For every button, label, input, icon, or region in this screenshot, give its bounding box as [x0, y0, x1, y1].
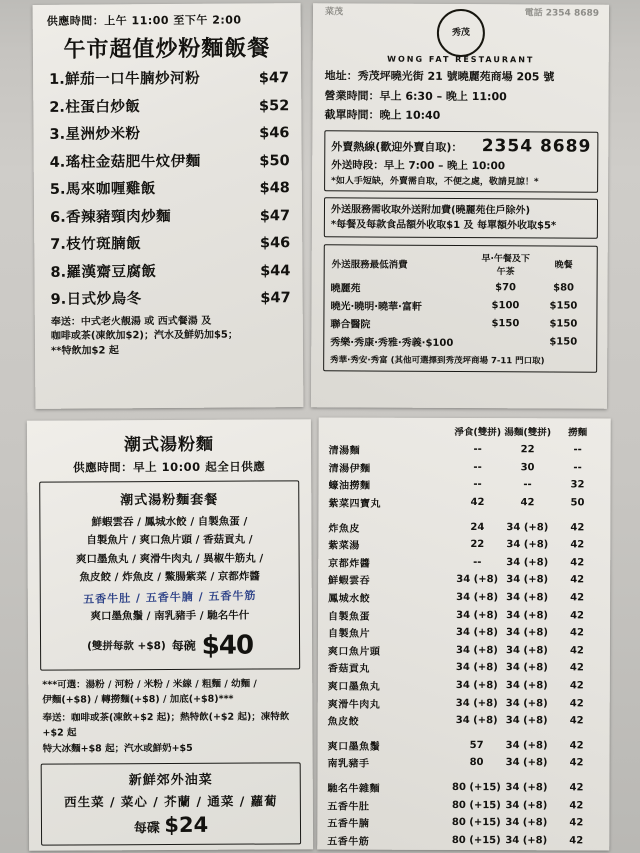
area-name: 聯合醫院	[330, 319, 371, 331]
row-name: 馳名牛雜麵	[327, 783, 380, 795]
restaurant-logo	[433, 10, 489, 56]
price-dinner: $150	[549, 318, 578, 330]
price-soup: 34 (+8)	[505, 644, 548, 657]
price-plain: 80 (+15)	[451, 799, 501, 811]
price-soup: 34 (+8)	[505, 757, 548, 769]
price-daytime: $70	[495, 282, 517, 294]
set-item-line: 爽口墨魚鬚 / 南乳豬手 / 馳名牛什	[90, 609, 250, 622]
row-name: 蠔油撈麵	[328, 481, 371, 493]
price-soup: 34 (+8)	[506, 574, 549, 586]
price-tossed: 42	[570, 557, 585, 569]
list-item	[50, 149, 290, 172]
item-price: $50	[259, 152, 290, 169]
lunch-hours: 供應時間：上午 11:00 至下午 2:00	[46, 13, 242, 28]
noodle-title: 潮式湯粉麵	[123, 434, 215, 456]
table-row	[326, 493, 602, 512]
table-row	[327, 441, 603, 460]
row-name: 五香牛腩	[327, 818, 370, 830]
price-plain: --	[473, 479, 482, 491]
delivery-note: *如人手短缺，外賣需自取，不便之處，敬請見諒！*	[331, 176, 539, 188]
item-number: 6.	[50, 209, 66, 226]
item-number: 5.	[49, 181, 66, 198]
price-tossed: 32	[570, 479, 585, 491]
item-number: 9.	[50, 291, 67, 308]
table-row	[326, 711, 602, 730]
table-row	[326, 736, 602, 755]
business-hours-line: 營業時間：早上 6:30 – 晚上 11:00	[324, 88, 507, 103]
vegetable-box	[41, 762, 301, 845]
price-tossed: 42	[570, 610, 585, 622]
row-name: 爽口魚片頭	[327, 646, 381, 658]
price-plain: --	[473, 444, 482, 456]
option-line: 特大冰麵+$8 起；汽水或鮮奶+$5	[42, 742, 193, 755]
row-name: 五香牛肚	[327, 801, 370, 813]
row-name: 自製魚蛋	[328, 611, 371, 623]
table-row	[327, 458, 603, 477]
item-price: $46	[259, 125, 290, 142]
table-row	[325, 813, 601, 832]
item-name: 馬來咖喱雞飯	[65, 181, 156, 198]
price-plain: 34 (+8)	[456, 592, 499, 604]
table-row	[330, 332, 592, 351]
price-soup: 34 (+8)	[505, 739, 548, 752]
table-row	[330, 314, 592, 333]
price-soup: 34 (+8)	[506, 627, 548, 639]
item-number: 4.	[49, 154, 66, 171]
price-plain: 34 (+8)	[455, 662, 498, 674]
option-line: 伊麵(+$8) / 轉撈麵(+$8) / 加底(+$8)***	[42, 693, 234, 706]
col-header-tossed: 撈麵	[568, 427, 588, 439]
address-line: 地址：秀茂坪曉光街 21 號曉麗苑商場 205 號	[324, 69, 555, 84]
list-item	[50, 231, 290, 254]
price-tossed: 42	[570, 539, 585, 551]
item-price: $46	[259, 235, 291, 252]
table-row	[331, 278, 593, 297]
noodle-price-table-wrap	[317, 417, 611, 849]
price-soup: 34 (+8)	[505, 662, 548, 674]
list-item	[50, 176, 290, 199]
list-item	[50, 204, 290, 227]
table-row	[326, 588, 602, 607]
fee-line-1: 外送服務需收取外送附加費(曉麗苑住戶除外)	[330, 204, 531, 217]
row-name: 爽口墨魚丸	[327, 681, 381, 693]
set-price-row	[47, 630, 293, 661]
price-soup: 22	[520, 444, 535, 456]
item-name: 鮮茄一口牛腩炒河粉	[65, 70, 201, 88]
minimum-charge-table	[323, 244, 598, 372]
ghost-text-right: 電話 2354 8689	[524, 8, 600, 19]
takeaway-hotline-box	[324, 130, 598, 192]
vegetable-price-label: 每碟	[133, 820, 160, 837]
set-meal-box	[39, 480, 300, 670]
area-name: 曉光·曉明·曉華·富軒	[330, 301, 422, 314]
item-name: 瑤柱金菇肥牛炆伊麵	[65, 153, 201, 171]
area-name: 曉麗苑	[330, 283, 361, 295]
item-name: 柱蛋白炒飯	[65, 98, 141, 116]
item-number: 7.	[50, 236, 66, 253]
table-row	[326, 535, 602, 554]
item-number: 8.	[50, 264, 67, 281]
item-number: 2.	[49, 99, 65, 116]
noodle-price-table	[325, 424, 602, 850]
col-header-dinner: 晚餐	[554, 260, 573, 271]
vegetable-title: 新鮮郊外油菜	[128, 772, 213, 789]
row-name: 紫菜湯	[328, 540, 360, 552]
row-name: 炸魚皮	[328, 523, 360, 535]
row-name: 鳳城水餃	[328, 593, 371, 605]
price-plain: 34 (+8)	[455, 679, 498, 692]
price-plain: 22	[470, 539, 485, 551]
price-dinner: $150	[549, 336, 578, 348]
table-row	[326, 476, 602, 495]
set-meal-title: 潮式湯粉麵套餐	[120, 492, 219, 509]
col-header-soup: 湯麵(雙拼)	[504, 427, 552, 439]
row-name: 爽口墨魚鬚	[327, 741, 381, 753]
table-row	[325, 778, 601, 797]
price-tossed: 42	[569, 715, 584, 727]
table-row	[326, 571, 602, 590]
row-name: 香菇貢丸	[327, 663, 370, 676]
price-tossed: 50	[570, 497, 585, 509]
row-name: 魚皮餃	[327, 716, 360, 728]
row-name: 爽滑牛肉丸	[327, 699, 381, 711]
price-soup: --	[523, 479, 532, 491]
set-item-line: 魚皮餃 / 炸魚皮 / 鱉腸紫菜 / 京都炸醬	[79, 570, 260, 584]
price-tossed: 42	[569, 662, 584, 674]
noodle-hours: 供應時間：早上 10:00 起全日供應	[73, 459, 266, 475]
ghost-text-left: 菜茂	[324, 7, 344, 18]
set-meal-items-2	[47, 606, 293, 626]
table-row	[326, 553, 602, 572]
min-charge-footer: 秀華·秀安·秀富 (其他可選擇到秀茂坪商場 7-11 門口取)	[330, 355, 545, 367]
col-header-name	[327, 424, 453, 441]
table-header-row	[327, 424, 603, 442]
table-row	[326, 694, 602, 713]
price-tossed: 42	[570, 592, 585, 604]
fee-line-2: *每餐及每款食品額外收取$1 及 每單額外收取$5*	[330, 219, 557, 232]
note-line: 奉送：中式老火靚湯 或 西式餐湯 及	[50, 315, 212, 328]
price-tossed: 42	[569, 697, 584, 710]
note-line: **特飲加$2 起	[50, 344, 119, 357]
set-item-line: 爽口墨魚丸 / 爽滑牛肉丸 / 異椒牛筋丸 /	[75, 552, 264, 566]
price-tossed: 42	[570, 627, 584, 639]
delivery-fee-box	[324, 197, 598, 238]
set-price: $40	[201, 630, 254, 661]
price-soup: 34 (+8)	[506, 609, 549, 621]
table-row	[326, 754, 602, 773]
price-plain: 80 (+15)	[451, 817, 501, 829]
price-tossed: --	[573, 462, 582, 474]
vegetable-price-row	[48, 812, 294, 837]
option-line: ***可選：湯粉 / 河粉 / 米粉 / 米線 / 粗麵 / 幼麵 /	[42, 678, 257, 691]
table-row	[326, 641, 602, 660]
price-daytime: $100	[491, 300, 520, 312]
price-soup: 34 (+8)	[506, 539, 549, 551]
price-plain: --	[473, 461, 482, 473]
item-name: 星洲炒米粉	[65, 126, 141, 143]
phone-number: 2354 8689	[481, 135, 592, 157]
price-plain: 80	[469, 757, 484, 769]
last-order-line: 截單時間：晚上 10:40	[324, 108, 441, 123]
set-item-line: 鮮蝦雲吞 / 鳳城水餃 / 自製魚蛋 /	[91, 515, 248, 529]
row-name: 自製魚片	[327, 628, 371, 640]
price-soup: 34 (+8)	[506, 557, 549, 569]
item-price: $48	[259, 180, 290, 197]
vegetable-items: 西生菜 / 菜心 / 芥蘭 / 通菜 / 蘿蔔	[64, 793, 278, 810]
row-name: 五香牛筋	[327, 836, 370, 848]
item-number: 3.	[49, 126, 66, 143]
price-soup: 30	[520, 462, 535, 474]
logo-caption: WONG FAT RESTAURANT	[387, 54, 535, 65]
price-plain: 57	[469, 739, 484, 751]
price-plain: 34 (+8)	[456, 609, 499, 621]
price-tossed: 42	[569, 645, 584, 657]
price-soup: 34 (+8)	[505, 834, 548, 847]
price-tossed: 42	[569, 740, 584, 752]
list-item	[51, 286, 291, 309]
price-dinner: $150	[549, 300, 578, 312]
option-line: 奉送：咖啡或茶(凍飲+$2 起)；熱特飲(+$2 起)；凍特飲+$2 起	[42, 711, 290, 740]
price-plain: 34 (+8)	[455, 697, 498, 709]
price-tossed: --	[573, 444, 582, 456]
price-soup: 34 (+8)	[505, 799, 548, 811]
logo-ring-text: 秀茂	[437, 9, 485, 57]
list-item	[49, 66, 289, 89]
item-price: $44	[260, 262, 291, 279]
price-plain: 80 (+15)	[452, 781, 501, 794]
price-soup: 34 (+8)	[506, 521, 549, 533]
lunch-title: 午市超值炒粉麵飯餐	[63, 36, 271, 63]
row-name: 紫菜四寶丸	[328, 498, 381, 510]
table-row	[326, 623, 602, 642]
item-name: 枝竹斑腩飯	[66, 236, 142, 253]
price-prefix: (雙拼每款 +$8)	[87, 640, 166, 653]
item-price: $52	[258, 97, 290, 114]
item-name: 羅漢齋豆腐飯	[66, 263, 157, 281]
row-name: 鮮蝦雲吞	[328, 575, 371, 588]
price-plain: 24	[470, 521, 485, 533]
item-price: $47	[259, 207, 291, 224]
lunch-item-list	[49, 66, 291, 309]
price-plain: 34 (+8)	[456, 574, 499, 586]
price-tossed: 42	[570, 522, 585, 534]
table-row	[326, 518, 602, 537]
price-soup: 42	[520, 497, 535, 509]
price-tossed: 42	[569, 757, 584, 769]
item-number: 1.	[49, 71, 65, 88]
item-price: $47	[258, 70, 290, 87]
price-plain: 34 (+8)	[456, 627, 498, 639]
min-charge-caption: 外送服務最低消費	[331, 259, 408, 271]
item-name: 日式炒烏冬	[66, 291, 142, 308]
price-soup: 34 (+8)	[505, 817, 548, 829]
price-tossed: 42	[569, 817, 584, 829]
item-price: $47	[260, 290, 291, 307]
table-row	[326, 606, 602, 625]
price-soup: 34 (+8)	[505, 782, 548, 794]
price-plain: 80 (+15)	[451, 834, 501, 846]
lunch-menu-sheet	[33, 3, 304, 409]
handwritten-note: 五香牛肚 / 五香牛腩 / 五香牛筋	[82, 588, 257, 606]
price-tossed: 42	[570, 574, 585, 586]
note-line: 咖啡或茶(凍飲加$2)；汽水及鮮奶加$5；	[50, 329, 238, 342]
col-header-plain: 淨食(雙拼)	[454, 426, 502, 439]
list-item	[49, 121, 289, 144]
price-tossed: 42	[569, 835, 584, 847]
table-row	[325, 831, 601, 850]
price-dinner: $80	[553, 282, 575, 294]
price-daytime: $150	[491, 318, 520, 330]
table-row	[326, 676, 602, 695]
price-soup: 34 (+8)	[506, 592, 549, 604]
row-name: 京都炸醬	[328, 558, 371, 570]
noodle-set-sheet	[27, 419, 313, 850]
price-tossed: 42	[569, 782, 584, 794]
row-name: 清湯麵	[328, 445, 361, 457]
set-meal-items	[46, 512, 292, 587]
price-plain: --	[473, 556, 482, 568]
price-plain: 34 (+8)	[455, 644, 498, 656]
table-row	[326, 659, 602, 678]
row-name: 南乳豬手	[327, 758, 370, 771]
col-header-daytime: 早·午餐及下午茶	[481, 253, 530, 278]
row-name: 清湯伊麵	[328, 463, 371, 475]
noodle-price-sheet	[317, 417, 611, 850]
price-tossed: 42	[569, 680, 584, 692]
price-plain: 34 (+8)	[455, 715, 498, 727]
price-soup: 34 (+8)	[505, 697, 548, 709]
logo-band	[313, 3, 609, 67]
restaurant-info-sheet	[311, 3, 609, 409]
noodle-options	[42, 676, 300, 756]
delivery-time: 外送時段：早上 7:00 – 晚上 10:00	[331, 159, 506, 173]
list-item	[49, 94, 289, 117]
vegetable-price: $24	[164, 812, 209, 837]
lunch-notes	[51, 314, 289, 359]
price-soup: 34 (+8)	[505, 715, 548, 727]
set-item-line: 自製魚片 / 爽口魚片頭 / 香菇貢丸 /	[86, 533, 253, 547]
table-row	[325, 796, 601, 815]
takeaway-label: 外賣熱線(歡迎外賣自取)：	[331, 140, 463, 154]
item-name: 香辣豬頸肉炒麵	[66, 208, 172, 226]
price-plain: 42	[470, 497, 485, 509]
price-soup: 34 (+8)	[505, 680, 548, 692]
price-tossed: 42	[569, 799, 584, 811]
list-item	[50, 259, 290, 282]
price-daytime	[476, 333, 534, 351]
price-label: 每碗	[171, 639, 196, 654]
table-row	[330, 296, 592, 315]
area-name: 秀樂·秀康·秀雅·秀義·$100	[330, 337, 454, 350]
